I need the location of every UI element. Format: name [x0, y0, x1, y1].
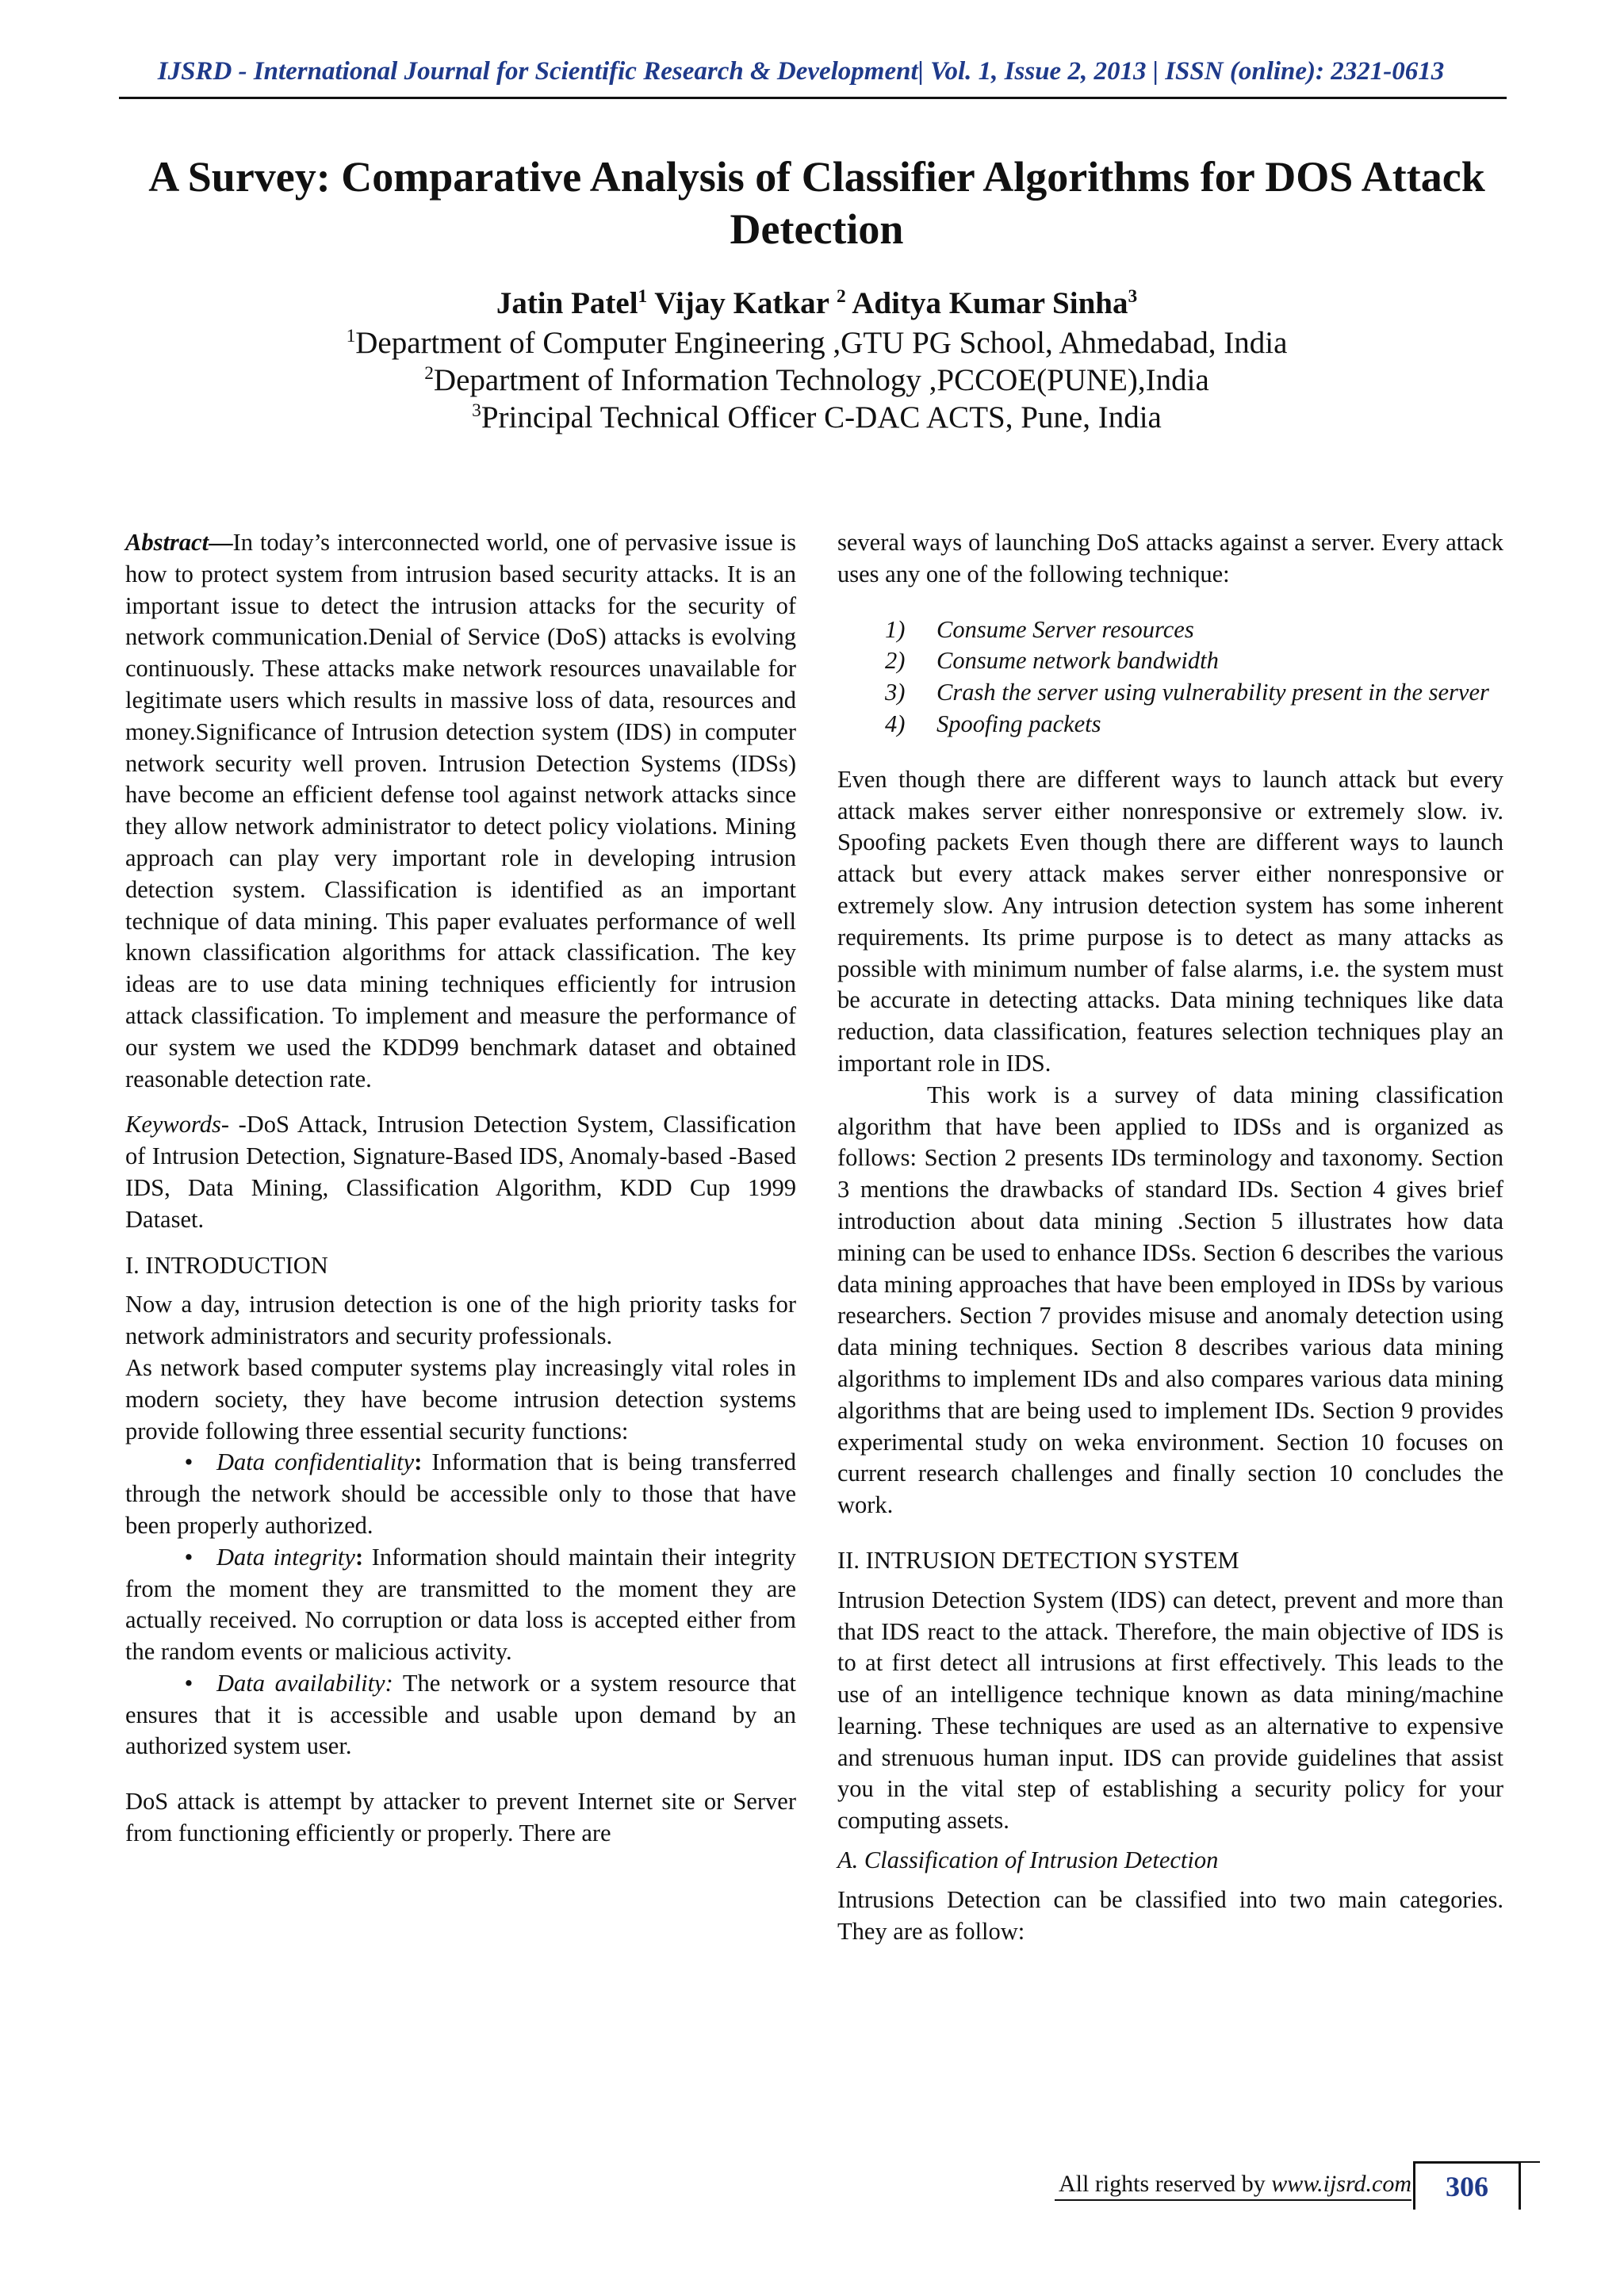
bullet-icon: • [184, 1543, 193, 1571]
list-item [837, 645, 1503, 677]
body-paragraph: Intrusion Detection System (IDS) can detect, prevent and more than that IDS react to the attack. Therefore, the main objective of IDS is to at first detect all intrusions at first effectively. This leads to the use of an intelligence technique known as data mining/machine learning. These techniques are used as an alternative to expensive and strenuous human input. IDS can provide guidelines that assist you in the vital step of establishing a security policy for your computing assets. [837, 1586, 1503, 1835]
affiliation-sup: 3 [472, 400, 481, 421]
body-paragraph: Even though there are different ways to launch attack but every attack makes server either nonresponsive or extremely slow. iv. Spoofing packets Even though there are different ways to launch attack but every attack makes server either nonresponsive or extremely slow. Any intrusion detection system has some inherent requirements. Its prime purpose is to detect as many attacks as possible with minimum number of false alarms, i.e. the system must be accurate in detecting attacks. Data mining techniques like data reduction, data classification, features selection techniques play an important role in IDS. [837, 765, 1503, 1077]
list-text: Crash the server using vulnerability present in the server [936, 679, 1489, 706]
intro-paragraph: DoS attack is attempt by attacker to prevent Internet site or Server from functioning efficiently or properly. There are [125, 1788, 796, 1847]
right-column [837, 527, 1503, 1947]
author-sup: 1 [638, 286, 648, 307]
bullet-term: Data confidentiality [216, 1448, 415, 1476]
affiliation-text: Department of Computer Engineering ,GTU PG School, Ahmedabad, India [355, 326, 1288, 360]
footer-site-link[interactable]: www.ijsrd.com [1271, 2171, 1411, 2197]
author-sup: 2 [836, 286, 846, 307]
affiliation-2 [95, 362, 1538, 398]
footer-label: All rights reserved by [1059, 2171, 1272, 2197]
abstract-text: In today’s interconnected world, one of pervasive issue is how to protect system from intrusion based security attacks. It is an important issue to detect the intrusion attacks for the security of network communication.Denial of Service (DoS) attacks is evolving continuously. These attacks make network resources unavailable for legitimate users which results in massive loss of data, resources and money.Significance of Intrusion detection system (IDS) in computer network security well proven. Intrusion Detection Systems (IDSs) have become an efficient defense tool against network attacks since they allow network administrator to detect policy violations. Mining approach can play very important role in developing intrusion detection system. Classification is identified as an important technique of data mining. This paper evaluates performance of well known classification algorithms for attack classification. The key ideas are to use data mining techniques efficiently for intrusion attack classification. To implement and measure the performance of our system we used the KDD99 benchmark dataset and obtained reasonable detection rate. [125, 529, 796, 1093]
bullet-sep: : [354, 1543, 364, 1571]
footer-rule [1055, 2199, 1411, 2201]
list-number: 1) [885, 615, 906, 643]
page-number: 306 [1413, 2161, 1521, 2210]
section-heading: II. INTRUSION DETECTION SYSTEM [837, 1546, 1239, 1574]
technique-list [837, 614, 1503, 740]
affiliation-3 [95, 400, 1538, 435]
section-heading: I. INTRODUCTION [125, 1251, 328, 1279]
intro-paragraph: Now a day, intrusion detection is one of the high priority tasks for network administrators and security professionals. [125, 1291, 796, 1350]
bullet-icon: • [184, 1448, 193, 1476]
body-paragraph: This work is a survey of data mining classification algorithm that have been applied to IDSs and is organized as follows: Section 2 presents IDs terminology and taxonomy. Section 3 mentions the drawbacks of standard IDs. Section 4 gives brief introduction about data mining .Section 5 illustrates how data mining can be used to enhance IDSs. Section 6 describes the various data mining approaches that have been employed in IDSs by various researchers. Section 7 provides misuse and anomaly detection using data mining techniques. Section 8 describes various data mining algorithms to implement IDs and also compares various data mining algorithms that are being used to implement IDs. Section 9 provides experimental study on weka environment. Section 10 focuses on current research challenges and finally section 10 concludes the work. [837, 1081, 1503, 1519]
abstract [125, 527, 796, 1095]
affiliation-text: Department of Information Technology ,PCCOE(PUNE),India [433, 363, 1209, 397]
bullet-sep: : [414, 1448, 423, 1476]
list-text: Consume Server resources [936, 615, 1194, 643]
list-number: 2) [885, 647, 906, 675]
author-name: Vijay Katkar [654, 286, 829, 320]
intro-paragraph: As network based computer systems play increasingly vital roles in modern society, they have become intrusion detection systems provide following three essential security functions: [125, 1353, 796, 1445]
keywords-text: -DoS Attack, Intrusion Detection System, Classification of Intrusion Detection, Signature-Based IDS, Anomaly-based -Based IDS, Data Mining, Classification Algorithm, KDD Cup 1999 Dataset. [125, 1111, 796, 1233]
subsection-heading: A. Classification of Intrusion Detection [837, 1846, 1219, 1874]
footer-text [1031, 2171, 1411, 2198]
affiliation-text: Principal Technical Officer C-DAC ACTS, Pune, India [481, 400, 1162, 434]
bullet-term: Data availability: [216, 1669, 393, 1697]
keywords-label: Keywords- [125, 1111, 230, 1138]
list-item [837, 677, 1503, 709]
keywords [125, 1109, 796, 1235]
header-rule [119, 97, 1507, 99]
footer-rule [1516, 2161, 1540, 2163]
bullet-text: The network or a system resource that ensures that it is accessible and usable upon demand by an authorized system user. [125, 1669, 797, 1760]
abstract-label: Abstract [125, 529, 209, 556]
body-paragraph: several ways of launching DoS attacks against a server. Every attack uses any one of the following technique: [837, 529, 1503, 587]
author-line [95, 285, 1538, 321]
affiliation-sup: 2 [424, 363, 434, 384]
list-item [837, 709, 1503, 740]
list-number: 3) [885, 679, 906, 706]
affiliation-sup: 1 [346, 326, 356, 346]
bullet-icon: • [184, 1669, 193, 1697]
list-text: Consume network bandwidth [936, 647, 1219, 675]
bullet-text: Information that is being transferred through the network should be accessible only to those that have been properly authorized. [125, 1448, 796, 1539]
left-column [125, 527, 796, 1850]
bullet-item [125, 1447, 796, 1541]
bullet-item [125, 1542, 796, 1668]
affiliation-1 [95, 325, 1538, 361]
list-number: 4) [885, 710, 906, 737]
body-paragraph: Intrusions Detection can be classified into two main categories. They are as follow: [837, 1885, 1503, 1945]
abstract-dash: — [209, 529, 233, 556]
author-sup: 3 [1128, 286, 1138, 307]
list-text: Spoofing packets [936, 710, 1101, 737]
paper-title: A Survey: Comparative Analysis of Classifier Algorithms for DOS Attack Detection [148, 153, 1485, 253]
bullet-text: Information should maintain their integrity from the moment they are transmitted to the moment they are actually received. No corruption or data loss is accepted either from the random events or malicious activity. [125, 1543, 797, 1666]
bullet-term: Data integrity [216, 1543, 355, 1571]
list-item [837, 614, 1503, 646]
author-name: Jatin Patel [496, 286, 638, 320]
author-name: Aditya Kumar Sinha [852, 286, 1128, 320]
journal-header: IJSRD - International Journal for Scientific Research & Development| Vol. 1, Issue 2, 2013 | ISSN (online): 2321-0613 [157, 57, 1445, 86]
bullet-item [125, 1668, 796, 1762]
